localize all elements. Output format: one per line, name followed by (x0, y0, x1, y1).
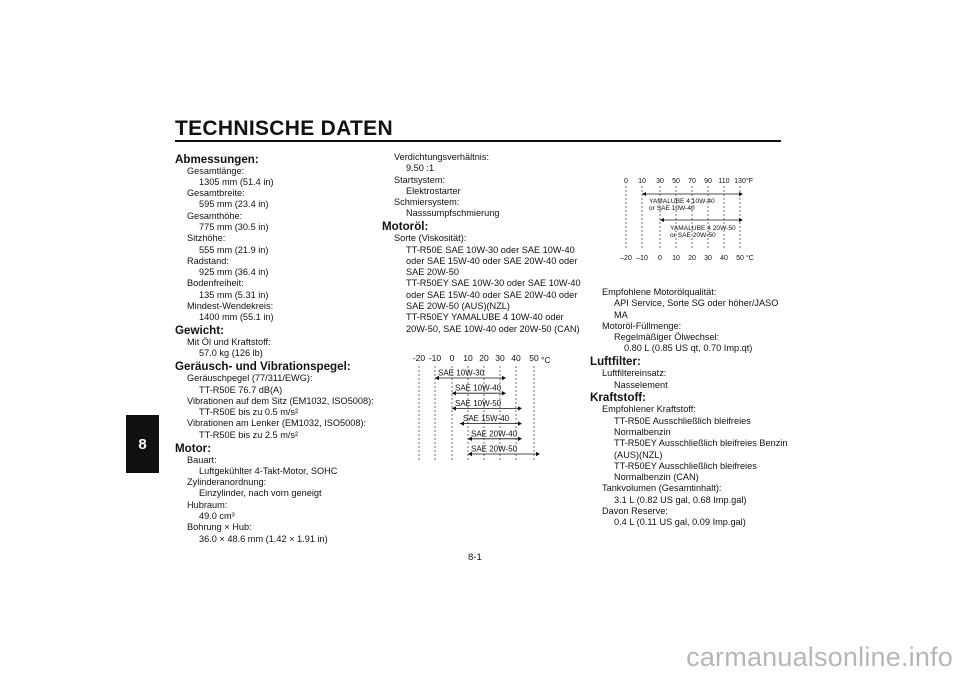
spec-line: Luftfiltereinsatz: (602, 368, 667, 379)
bar-label: SAE 20W-40 (471, 429, 518, 439)
section-heading: Motor: (175, 441, 212, 455)
tick-label-c: 0 (658, 255, 662, 262)
tick-label: 30 (495, 353, 505, 363)
spec-line: Schmiersystem: (394, 197, 460, 208)
title-rule (175, 140, 781, 142)
spec-line: TT-R50EY Ausschließlich bleifreies Benzin (614, 438, 788, 449)
spec-line: API Service, Sorte SG oder höher/JASO (614, 298, 779, 309)
spec-line: Nasssumpfschmierung (406, 208, 500, 219)
tick-label-f: 0 (624, 178, 628, 185)
spec-line: 925 mm (36.4 in) (199, 267, 269, 278)
spec-line: Nasselement (614, 379, 668, 390)
spec-line: 49.0 cm³ (199, 511, 235, 522)
bar-arrow-right (518, 437, 522, 441)
tick-label: 10 (463, 353, 473, 363)
spec-line: Geräuschpegel (77/311/EWG): (187, 373, 313, 384)
spec-line: 135 mm (5.31 in) (199, 289, 269, 300)
chart-unit-label: °C (541, 355, 551, 365)
section-heading: Geräusch- und Vibrationspegel: (175, 360, 351, 374)
spec-line: oder SAE 15W-40 oder SAE 20W-40 oder (406, 255, 578, 266)
chart-unit-label-c: °C (746, 255, 754, 262)
watermark: carmanualsonline.info (686, 642, 953, 672)
spec-line: 1400 mm (55.1 in) (199, 312, 274, 323)
bar-arrow-right (739, 192, 743, 196)
spec-line: Gesamtbreite: (187, 188, 245, 199)
spec-line: (AUS)(NZL) (614, 449, 663, 460)
section-heading: Abmessungen: (175, 152, 259, 166)
spec-line: Elektrostarter (406, 185, 461, 196)
tick-label: -10 (428, 353, 442, 363)
tick-label-c: –10 (636, 255, 648, 262)
column-2 (382, 152, 582, 335)
tick-label-c: –20 (620, 255, 632, 262)
bar-arrow-right (518, 421, 522, 425)
spec-line: 36.0 × 48.6 mm (1.42 × 1.91 in) (199, 533, 328, 544)
spec-line: TT-R50E SAE 10W-30 oder SAE 10W-40 (406, 244, 575, 255)
page-title: TECHNISCHE DATEN (175, 117, 393, 140)
tick-label: 50 (529, 353, 539, 363)
tick-label-c: 50 (736, 255, 744, 262)
bar-label: SAE 20W-50 (471, 444, 518, 454)
section-heading: Luftfilter: (590, 355, 641, 369)
tick-label: 20 (479, 353, 489, 363)
bar-label: SAE 15W-40 (463, 414, 510, 424)
spec-line: Sitzhöhe: (187, 233, 226, 244)
spec-line: 20W-50, SAE 10W-40 oder 20W-50 (CAN) (406, 323, 580, 334)
spec-line: Normalbenzin (CAN) (614, 472, 699, 483)
spec-line: Gesamtlänge: (187, 165, 245, 176)
tick-label-f: 70 (688, 178, 696, 185)
spec-line: Radstand: (187, 255, 229, 266)
spec-line: 3.1 L (0.82 US gal, 0.68 Imp.gal) (614, 494, 747, 505)
spec-line: Normalbenzin (614, 426, 671, 437)
spec-line: Bauart: (187, 454, 217, 465)
tick-label-f: 90 (704, 178, 712, 185)
spec-line: Tankvolumen (Gesamtinhalt): (602, 483, 722, 494)
section-heading: Motoröl: (382, 220, 429, 234)
spec-line: Bodenfreiheit: (187, 278, 244, 289)
tick-label-c: 30 (704, 255, 712, 262)
spec-line: TT-R50EY SAE 10W-30 oder SAE 10W-40 (406, 278, 581, 289)
spec-line: 0.4 L (0.11 US gal, 0.09 Imp.gal) (614, 517, 746, 528)
tick-label-c: 10 (672, 255, 680, 262)
spec-line: 595 mm (23.4 in) (199, 199, 269, 210)
tick-label-f: 10 (638, 178, 646, 185)
spec-line: Einzylinder, nach vorn geneigt (199, 488, 322, 499)
section-heading: Gewicht: (175, 324, 224, 338)
bar-label: SAE 10W-50 (455, 398, 502, 408)
spec-line: 57.0 kg (126 lb) (199, 348, 263, 359)
spec-line: Mindest-Wendekreis: (187, 301, 274, 312)
spec-line: 9.50 :1 (406, 163, 435, 174)
spec-line: Gesamthöhe: (187, 210, 243, 221)
bar-arrow-right (536, 452, 540, 456)
bar-label: or SAE 10W-40 (649, 205, 695, 212)
bar-arrow-right (502, 391, 506, 395)
tick-label: 40 (511, 353, 521, 363)
spec-line: Sorte (Viskosität): (394, 233, 467, 244)
spec-line: Empfohlene Motorölqualität: (602, 287, 717, 297)
spec-line: Luftgekühlter 4-Takt-Motor, SOHC (199, 465, 338, 476)
bar-label: YAMALUBE 4 10W-40 (649, 198, 715, 205)
bar-arrow-right (739, 218, 743, 222)
bar-label: YAMALUBE 4 20W-50 (670, 225, 736, 232)
spec-line: Bohrung × Hub: (187, 522, 252, 533)
bar-label: SAE 10W-40 (455, 383, 502, 393)
spec-line: 775 mm (30.5 in) (199, 221, 269, 232)
spec-line: Hubraum: (187, 499, 228, 510)
column-1 (175, 152, 375, 545)
tick-label-f: 130 (734, 178, 746, 185)
tick-label: -20 (412, 353, 426, 363)
bar-arrow-right (502, 376, 506, 380)
spec-line: 555 mm (21.9 in) (199, 244, 269, 255)
viscosity-chart-fahrenheit-celsius (612, 172, 762, 264)
bar-label: or SAE 20W-50 (670, 232, 716, 239)
spec-line: Verdichtungsverhältnis: (394, 152, 489, 162)
spec-line: Regelmäßiger Ölwechsel: (614, 332, 720, 343)
tick-label-f: 110 (718, 178, 730, 185)
tick-label-f: 30 (656, 178, 664, 185)
spec-line: TT-R50E bis zu 2.5 m/s² (199, 429, 299, 440)
spec-line: 0.80 L (0.85 US qt, 0.70 Imp.qt) (624, 343, 753, 354)
spec-line: Vibrationen am Lenker (EM1032, ISO5008): (187, 418, 367, 429)
spec-line: TT-R50E Ausschließlich bleifreies (614, 415, 751, 426)
tick-label-c: 20 (688, 255, 696, 262)
spec-line: Vibrationen auf dem Sitz (EM1032, ISO5008): (187, 395, 374, 406)
chart-unit-label-f: °F (746, 178, 754, 185)
spec-line: SAE 20W-50 (AUS)(NZL) (406, 301, 510, 312)
tick-label-c: 40 (720, 255, 728, 262)
spec-line: TT-R50E bis zu 0.5 m/s² (199, 407, 299, 418)
spec-line: SAE 20W-50 (406, 267, 459, 278)
tick-label: 0 (449, 353, 455, 363)
chapter-tab: 8 (126, 415, 159, 473)
page-number: 8-1 (468, 552, 482, 563)
spec-line: Startsystem: (394, 174, 446, 185)
bar-arrow-left (642, 192, 646, 196)
spec-line: TT-R50EY Ausschließlich bleifreies (614, 460, 757, 471)
section-heading: Kraftstoff: (590, 391, 647, 405)
column-3 (590, 287, 790, 529)
spec-line: Motoröl-Füllmenge: (602, 320, 682, 331)
spec-line: oder SAE 15W-40 oder SAE 20W-40 oder (406, 289, 578, 300)
spec-line: TT-R50EY YAMALUBE 4 10W-40 oder (406, 312, 564, 323)
bar-arrow-right (518, 406, 522, 410)
viscosity-chart-celsius (405, 348, 565, 463)
spec-line: TT-R50E 76.7 dB(A) (199, 384, 283, 395)
spec-line: Zylinderanordnung: (187, 477, 267, 488)
bar-label: SAE 10W-30 (438, 368, 485, 378)
spec-line: Empfohlener Kraftstoff: (602, 404, 696, 415)
spec-line: MA (614, 309, 628, 320)
spec-line: Mit Öl und Kraftstoff: (187, 337, 271, 348)
bar-arrow-left (660, 218, 664, 222)
spec-line: 1305 mm (51.4 in) (199, 176, 274, 187)
tick-label-f: 50 (672, 178, 680, 185)
spec-line: Davon Reserve: (602, 506, 668, 517)
